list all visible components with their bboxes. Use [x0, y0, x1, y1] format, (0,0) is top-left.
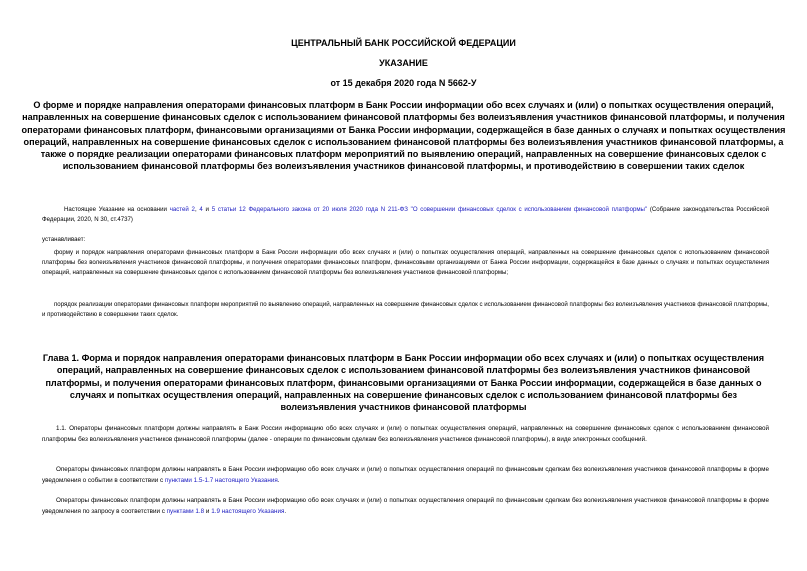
issuer-heading: ЦЕНТРАЛЬНЫЙ БАНК РОССИЙСКОЙ ФЕДЕРАЦИИ: [291, 38, 516, 48]
link-article-part-4[interactable]: 4: [199, 206, 203, 213]
chapter-1-heading: Глава 1. Форма и порядок направления операторами финансовых платформ в Банк России информации обо всех случаях и (или) о попытках осуществления операций, направленных на совершение финансовых сделок с использованием финансовой платформы без волеизъявления участников финансовой платформы, и получения операторами финансовых платформ, финансовыми организациями от Банка России информации, содержащейся в базе данных о случаях и попытках осуществления операций, направленных на совершение финансовых сделок с использованием финансовой платформы без волеизъявления участников финансовой платформы: [42, 353, 765, 413]
preamble-source-text: (Собрание законодательства Российской Федерации, 2020, N 30, ст.4737): [42, 206, 770, 223]
preamble-separator: ,: [194, 206, 200, 213]
paragraph-separator: и: [204, 507, 212, 515]
link-item-1-8[interactable]: пунктами 1.8: [166, 507, 205, 515]
paragraph-notification-event: [42, 465, 769, 486]
paragraph-end: .: [277, 476, 280, 484]
paragraph-1-1: 1.1. Операторы финансовых платформ должны направлять в Банк России информацию обо всех случаях и (или) о попытках осуществления операций, направленных на совершение финансовых сделок с использованием финансовой платформы без волеизъявления участников финансовой платформы (далее - операции по финансовым сделкам без волеизъявления участников финансовой платформы), в виде электронных сообщений.: [42, 425, 769, 443]
establishes-item-procedure: порядок реализации операторами финансовых платформ мероприятий по выявлению операций, направленных на совершение финансовых сделок с использованием финансовой платформы без волеизъявления участников финансовой платформы, и противодействию в совершении таких сделок.: [42, 301, 769, 318]
preamble-separator: и: [202, 206, 212, 213]
paragraph-text: Операторы финансовых платформ должны направлять в Банк России информацию обо всех случаях и (или) о попытках осуществления операций по финансовым сделкам без волеизъявления участников финансовой платформы в форме уведомления о событии в соответствии с: [42, 466, 769, 484]
document-date-number: от 15 декабря 2020 года N 5662-У: [330, 78, 477, 88]
paragraph-end: .: [284, 507, 287, 515]
link-federal-law-211[interactable]: 5 статьи 12 Федерального закона от 20 июля 2020 года N 211-ФЗ "О совершении финансовых сделок с использованием финансовой платформы": [211, 206, 648, 213]
link-items-1-5-1-7[interactable]: пунктами 1.5-1.7 настоящего Указания: [164, 476, 278, 484]
paragraph-text: Операторы финансовых платформ должны направлять в Банк России информацию обо всех случаях и (или) о попытках осуществления операций по финансовым сделкам без волеизъявления участников финансовой платформы в форме уведомления по запросу в соответствии с: [42, 497, 769, 515]
document-title: О форме и порядке направления операторами финансовых платформ в Банк России информации обо всех случаях и (или) о попытках осуществления операций, направленных на совершение финансовых сделок с использованием финансовой платформы без волеизъявления участников финансовой платформы, и получения операторами финансовых платформ, финансовыми организациями от Банка России информации, содержащейся в базе данных о случаях и попытках осуществления операций, направленных на совершение финансовых сделок с использованием финансовой платформы без волеизъявления участников финансовой платформы, а также о порядке реализации операторами финансовых платформ мероприятий по выявлению операций, направленных на совершение финансовых сделок с использованием финансовой платформы без волеизъявления участников финансовой платформы, и противодействию в совершении таких сделок: [21, 100, 786, 172]
preamble-paragraph: [42, 205, 769, 225]
preamble-text: Настоящее Указание на основании: [64, 206, 170, 213]
establishes-item-form: форму и порядок направления операторами финансовых платформ в Банк России информации обо всех случаях и (или) о попытках осуществления операций, направленных на совершение финансовых сделок с использованием финансовой платформы без волеизъявления участников финансовой платформы, и получения операторами финансовых платформ, финансовыми организациями от Банка России информации, содержащейся в базе данных о случаях и попытках осуществления операций, направленных на совершение финансовых сделок с использованием финансовой платформы без волеизъявления участников финансовой платформы;: [42, 249, 769, 276]
paragraph-notification-request: [42, 496, 769, 517]
establishes-label: устанавливает:: [42, 236, 86, 243]
document-type-heading: УКАЗАНИЕ: [379, 58, 428, 68]
link-article-parts-2[interactable]: частей 2: [169, 206, 195, 213]
link-item-1-9[interactable]: 1.9 настоящего Указания: [211, 507, 285, 515]
